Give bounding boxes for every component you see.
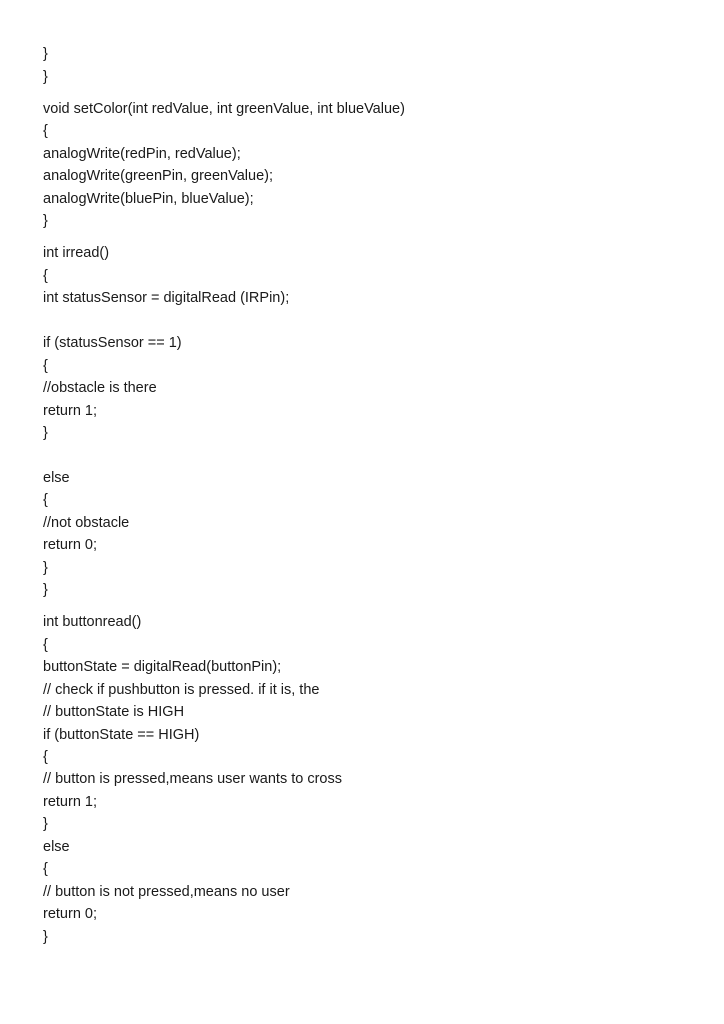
code-line: { — [43, 123, 48, 139]
code-line: if (buttonState == HIGH) — [43, 727, 200, 743]
code-line: } — [43, 582, 48, 598]
code-line: { — [43, 637, 48, 653]
code-line: } — [43, 425, 48, 441]
code-line: } — [43, 69, 48, 85]
code-line: return 1; — [43, 794, 97, 810]
code-line: int statusSensor = digitalRead (IRPin); — [43, 290, 290, 306]
code-line: { — [43, 358, 48, 374]
code-line: return 1; — [43, 403, 97, 419]
code-line: buttonState = digitalRead(buttonPin); — [43, 659, 282, 675]
code-line: // button is not pressed,means no user — [43, 884, 290, 900]
code-line: // buttonState is HIGH — [43, 704, 185, 720]
code-line: else — [43, 470, 70, 486]
code-line: int irread() — [43, 245, 110, 261]
code-line: } — [43, 213, 48, 229]
code-line: // check if pushbutton is pressed. if it is, the — [43, 682, 320, 698]
code-line: else — [43, 839, 70, 855]
code-line: return 0; — [43, 906, 97, 922]
code-line: } — [43, 929, 48, 945]
code-line: analogWrite(redPin, redValue); — [43, 146, 241, 162]
code-line: //not obstacle — [43, 515, 130, 531]
code-line: int buttonread() — [43, 614, 142, 630]
code-line: void setColor(int redValue, int greenValue, int blueValue) — [43, 101, 405, 117]
code-line: analogWrite(bluePin, blueValue); — [43, 191, 254, 207]
code-line: analogWrite(greenPin, greenValue); — [43, 168, 273, 184]
code-line: // button is pressed,means user wants to cross — [43, 771, 342, 787]
code-line: } — [43, 46, 48, 62]
code-line: return 0; — [43, 537, 97, 553]
code-line: { — [43, 492, 48, 508]
code-line: { — [43, 268, 48, 284]
code-line: if (statusSensor == 1) — [43, 335, 182, 351]
code-line: { — [43, 861, 48, 877]
code-line: { — [43, 749, 48, 765]
code-line: } — [43, 816, 48, 832]
code-line: //obstacle is there — [43, 380, 157, 396]
code-line: } — [43, 560, 48, 576]
